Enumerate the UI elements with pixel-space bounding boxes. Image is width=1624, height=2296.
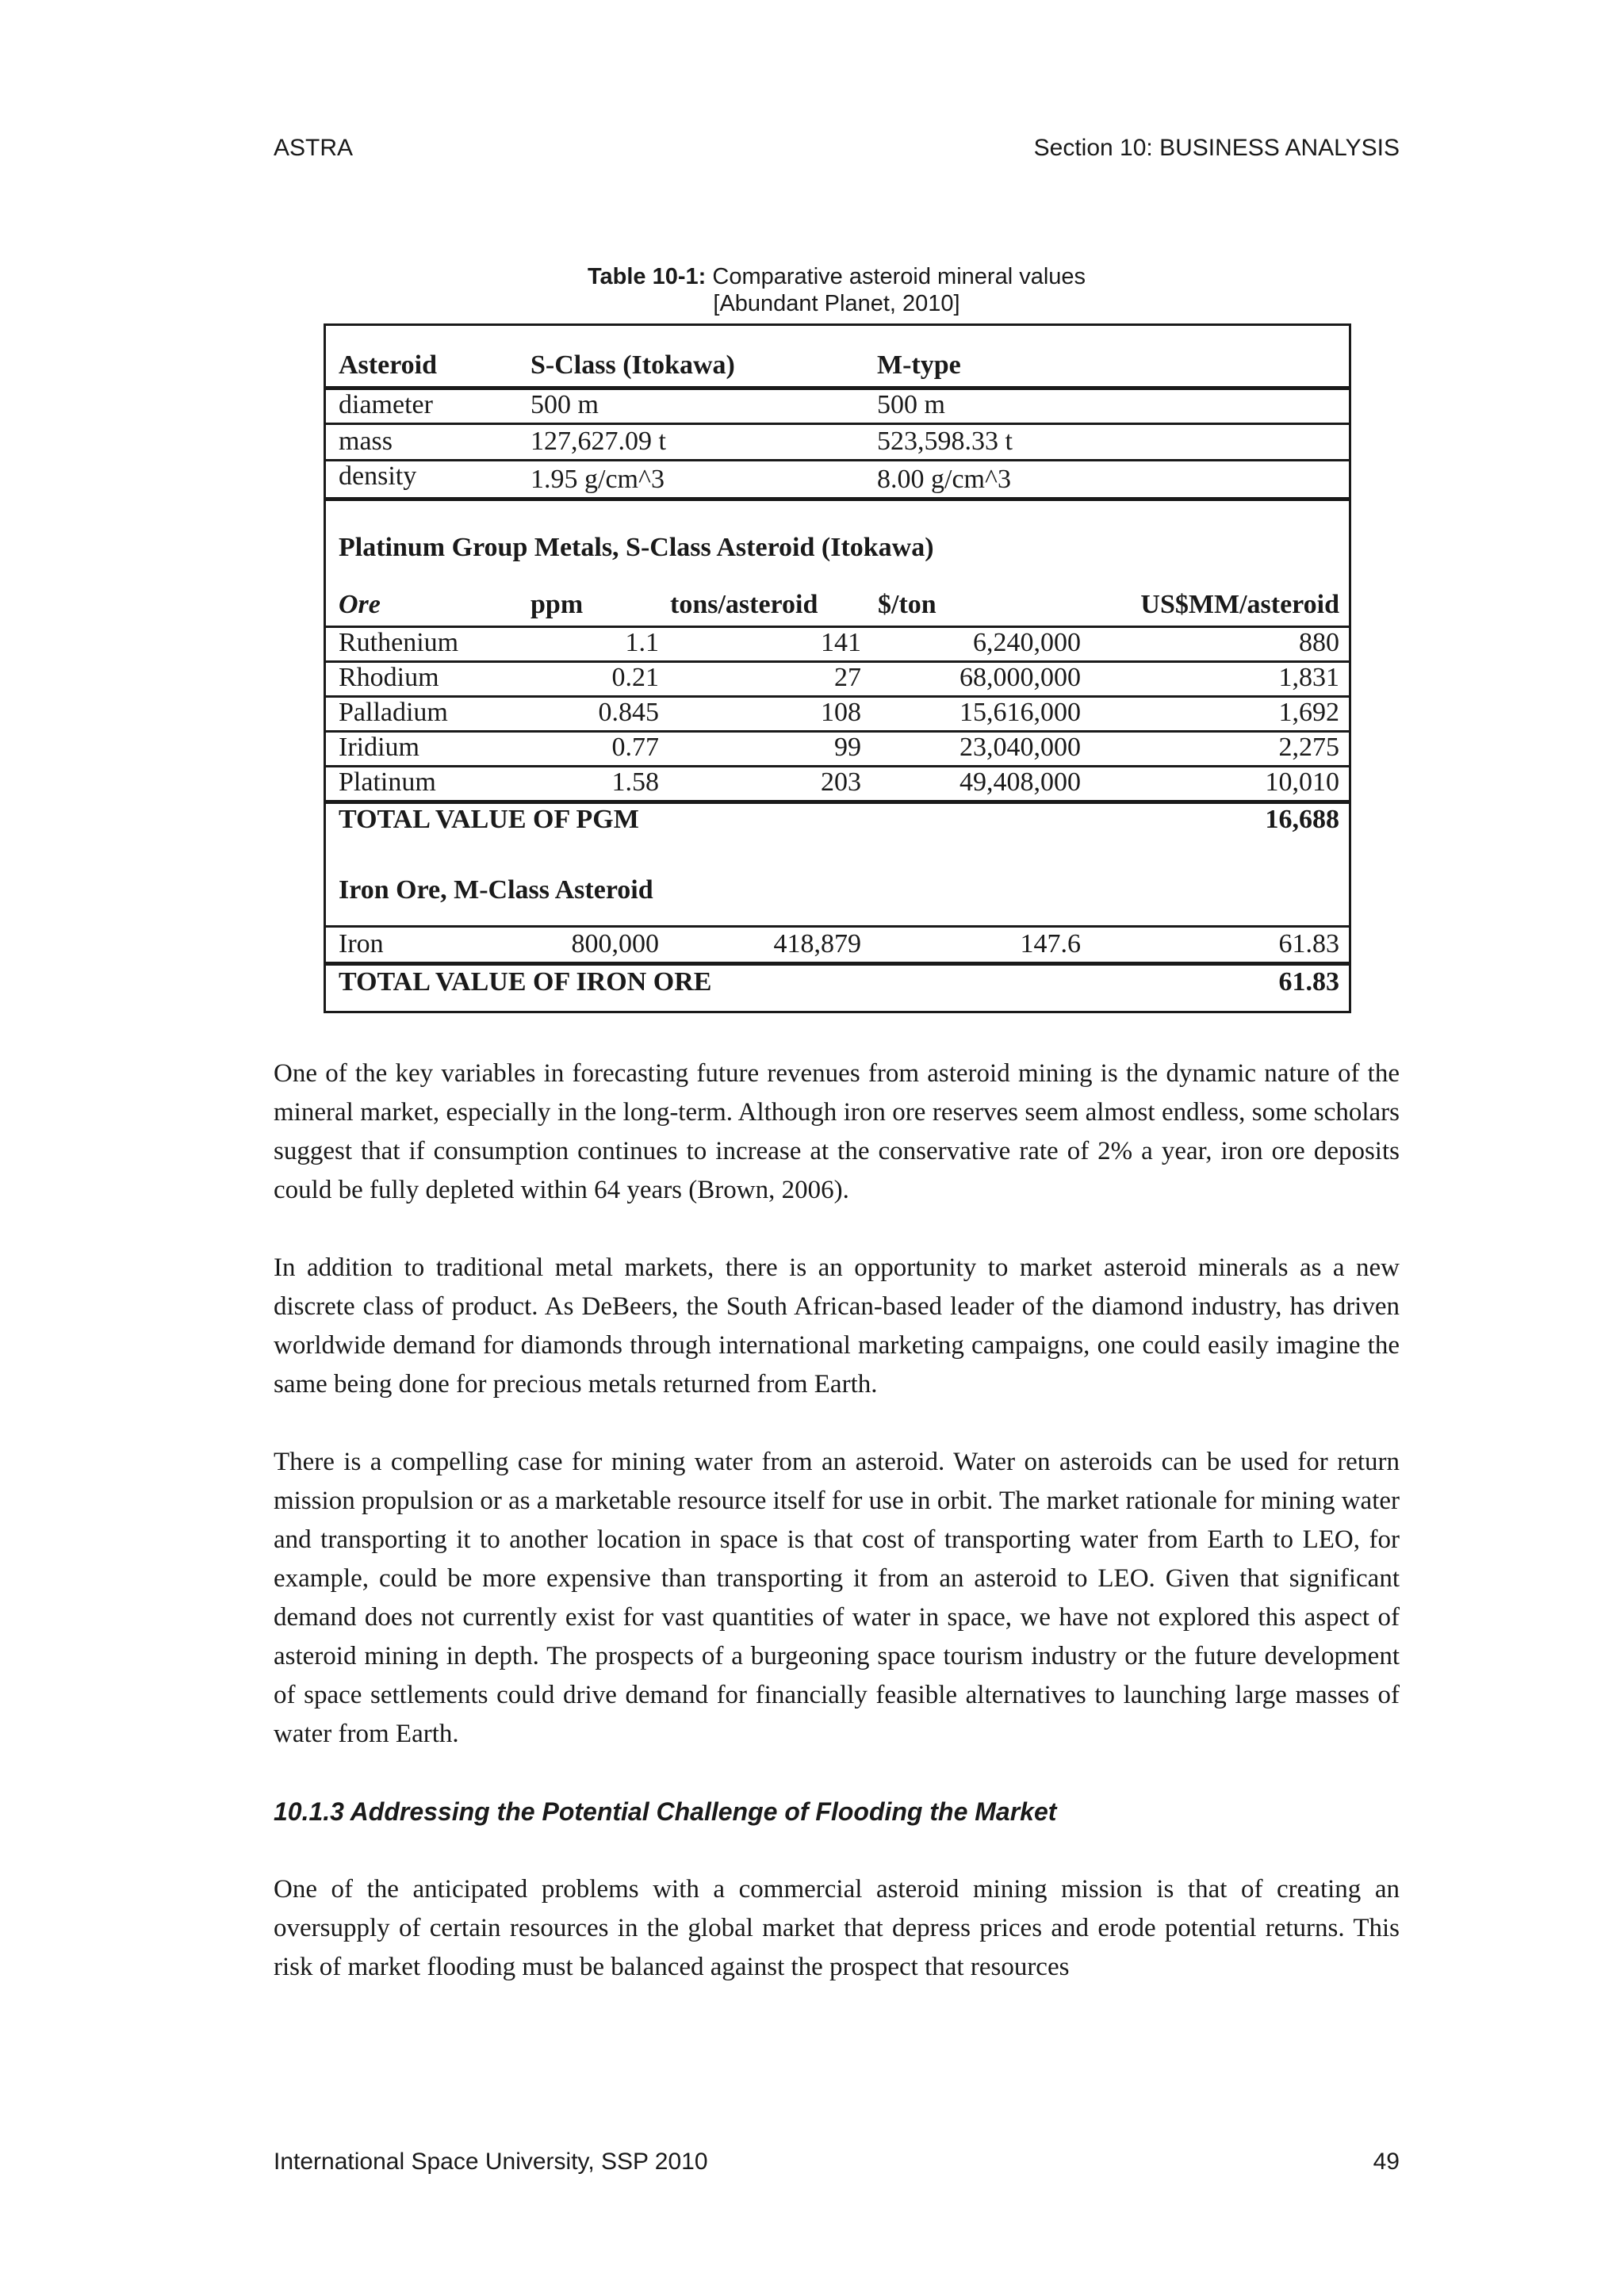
ore-name: Iridium [339, 733, 419, 762]
ore-ppm: 800,000 [571, 929, 659, 959]
ore-tons: 141 [821, 628, 861, 657]
ore-ppm: 0.845 [598, 698, 659, 727]
ore-tons: 203 [821, 767, 861, 797]
iron-title-text: Iron Ore, M-Class Asteroid [339, 875, 653, 905]
pgm-title [326, 530, 1349, 565]
prop-m: 523,598.33 t [877, 427, 1013, 456]
ore-name: Palladium [339, 698, 448, 727]
ore-value: 1,831 [1278, 663, 1339, 692]
paragraph: One of the anticipated problems with a commercial asteroid mining mission is that of creating an oversupply of certain resources in the global market that depress prices and erode potential returns. This risk of market flooding must be balanced against the prospect that resources [274, 1875, 1400, 1981]
ore-price: 147.6 [1020, 929, 1081, 959]
ore-ppm: 1.1 [625, 628, 659, 657]
prop-s: 1.95 g/cm^3 [530, 465, 665, 494]
table-row [326, 927, 1349, 962]
head-asteroid: Asteroid [339, 350, 438, 380]
table-row [326, 660, 1349, 695]
prop-m: 500 m [877, 390, 945, 419]
paragraph: In addition to traditional metal markets, there is an opportunity to market asteroid minerals as a new discrete class of product. As DeBeers, the South African-based leader of the diamond industry, has driven worldwide demand for diamonds through international marketing campaigns, one could easily imagine the same being done for precious metals returned from Earth. [274, 1253, 1400, 1399]
paragraph: One of the key variables in forecasting future revenues from asteroid mining is the dynamic nature of the mineral market, especially in the long-term. Although iron ore reserves seem almost endless, some scholars suggest that if consumption continues to increase at the conservative rate of 2% a year, iron ore deposits could be fully depleted within 64 years (Brown, 2006). [274, 1059, 1400, 1204]
ore-price: 23,040,000 [959, 733, 1081, 762]
ore-value: 10,010 [1265, 767, 1339, 797]
ore-name: Iron [339, 929, 384, 959]
ore-value: 880 [1299, 628, 1339, 657]
ore-name: Rhodium [339, 663, 439, 692]
pgm-title-text: Platinum Group Metals, S-Class Asteroid (Itokawa) [339, 533, 934, 562]
ore-ppm: 1.58 [611, 767, 659, 797]
ore-tons: 418,879 [773, 929, 861, 959]
footer-institution: International Space University, SSP 2010 [274, 2149, 708, 2175]
table-row [326, 459, 1349, 494]
ore-price: 68,000,000 [959, 663, 1081, 692]
table-row [326, 730, 1349, 765]
table-row [326, 424, 1349, 459]
table-row [326, 626, 1349, 660]
mineral-values-table [324, 323, 1351, 1013]
prop-s: 127,627.09 t [530, 427, 666, 456]
head-m-type: M-type [877, 350, 961, 380]
header-title: ASTRA [274, 135, 354, 161]
pgm-total-value: 16,688 [1265, 805, 1339, 834]
header-section: Section 10: BUSINESS ANALYSIS [1033, 135, 1400, 161]
prop-name: density [339, 461, 417, 491]
table-caption [317, 263, 1356, 317]
prop-s: 500 m [530, 390, 599, 419]
ore-ppm: 0.77 [611, 733, 659, 762]
ore-price: 6,240,000 [973, 628, 1081, 657]
body-text [274, 1054, 1400, 2026]
table-row [326, 695, 1349, 730]
pgm-total-label: TOTAL VALUE OF PGM [339, 805, 639, 834]
col-price: $/ton [878, 590, 936, 619]
ore-name: Ruthenium [339, 628, 459, 657]
ore-name: Platinum [339, 767, 436, 797]
ore-price: 15,616,000 [959, 698, 1081, 727]
iron-title [326, 873, 1349, 908]
rule [326, 497, 1349, 501]
section-heading: 10.1.3 Addressing the Potential Challenge of Flooding the Market [274, 1797, 1057, 1826]
col-tons: tons/asteroid [670, 590, 818, 619]
table-row [326, 388, 1349, 423]
table-row [326, 765, 1349, 800]
ore-value: 2,275 [1278, 733, 1339, 762]
ore-tons: 108 [821, 698, 861, 727]
iron-total-value: 61.83 [1278, 967, 1339, 997]
pgm-total-row [326, 802, 1349, 837]
head-s-class: S-Class (Itokawa) [530, 350, 735, 380]
running-header [274, 135, 1400, 166]
caption-text: Comparative asteroid mineral values [712, 264, 1086, 289]
iron-total-label: TOTAL VALUE OF IRON ORE [339, 967, 712, 997]
running-footer [274, 2149, 1400, 2180]
col-ppm: ppm [530, 590, 584, 619]
ore-value: 61.83 [1278, 929, 1339, 959]
caption-source: [Abundant Planet, 2010] [713, 291, 960, 316]
table-head-row [326, 348, 1349, 383]
ore-ppm: 0.21 [611, 663, 659, 692]
prop-name: mass [339, 427, 393, 456]
prop-m: 8.00 g/cm^3 [877, 465, 1011, 494]
ore-price: 49,408,000 [959, 767, 1081, 797]
pgm-column-headers [326, 587, 1349, 622]
col-ore: Ore [339, 590, 381, 619]
ore-tons: 27 [834, 663, 861, 692]
page-number: 49 [1373, 2149, 1400, 2175]
ore-tons: 99 [834, 733, 861, 762]
paragraph: There is a compelling case for mining water from an asteroid. Water on asteroids can be used for return mission propulsion or as a marketable resource itself for use in orbit. The market rationale for mining water and transporting it to another location in space is that cost of transporting water from Earth to LEO, for example, could be more expensive than transporting it from an asteroid to LEO. Given that significant demand does not currently exist for vast quantities of water in space, we have not explored this aspect of asteroid mining in depth. The prospects of a burgeoning space tourism industry or the future development of space settlements could drive demand for financially feasible alternatives to launching large masses of water from Earth. [274, 1448, 1400, 1748]
col-value: US$MM/asteroid [1140, 590, 1339, 619]
ore-value: 1,692 [1278, 698, 1339, 727]
iron-total-row [326, 965, 1349, 1000]
prop-name: diameter [339, 390, 433, 419]
caption-label: Table 10-1: [587, 264, 707, 289]
